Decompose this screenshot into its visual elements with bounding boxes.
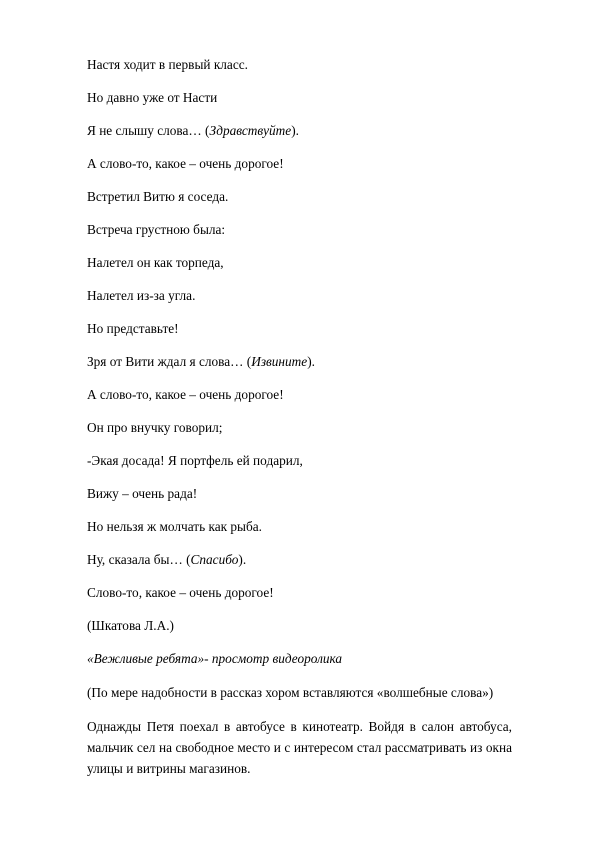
section-heading xyxy=(87,652,342,667)
poem-line-16-after: ). xyxy=(238,552,247,567)
poem-line-15: Но нельзя ж молчать как рыба. xyxy=(87,519,262,534)
poem-line-16-text: Ну, сказала бы… ( xyxy=(87,552,191,567)
section-heading-text: «Вежливые ребята»- просмотр видеоролика xyxy=(87,651,343,666)
poem-line-6: Встреча грустною была: xyxy=(87,222,226,237)
poem-line-9: Но представьте! xyxy=(87,321,179,336)
poem-line-12: Он про внучку говорил; xyxy=(87,420,223,435)
poem-line-8: Налетел из-за угла. xyxy=(87,288,196,303)
poem-line-10-italic: Извините xyxy=(251,354,308,369)
poem-line-11: А слово-то, какое – очень дорогое! xyxy=(87,387,284,402)
poem-line-4: А слово-то, какое – очень дорогое! xyxy=(87,156,284,171)
poem-line-3-after: ). xyxy=(291,123,299,138)
poem-line-5: Встретил Витю я соседа. xyxy=(87,189,229,204)
poem-line-14: Вижу – очень рада! xyxy=(87,486,198,501)
poem-line-16 xyxy=(87,553,246,568)
story-paragraph: Однажды Петя поехал в автобусе в кинотеатр. Войдя в салон автобуса, мальчик сел на свободное место и с интересом стал рассматривать из окна улицы и витрины магазинов. xyxy=(87,719,512,776)
poem-line-7: Налетел он как торпеда, xyxy=(87,255,224,270)
poem-line-1: Настя ходит в первый класс. xyxy=(87,57,248,72)
poem-line-10-text: Зря от Вити ждал я слова… ( xyxy=(87,354,252,369)
poem-line-10 xyxy=(87,355,315,370)
poem-line-17: Слово-то, какое – очень дорогое! xyxy=(87,585,274,600)
poem-line-10-after: ). xyxy=(307,354,315,369)
section-note: (По мере надобности в рассказ хором вставляются «волшебные слова») xyxy=(87,685,494,700)
poem-line-16-italic: Спасибо xyxy=(190,552,239,567)
poem-line-3-text: Я не слышу слова… ( xyxy=(87,123,210,138)
poem-line-2: Но давно уже от Насти xyxy=(87,90,218,105)
poem-line-13: -Экая досада! Я портфель ей подарил, xyxy=(87,453,303,468)
poem-author: (Шкатова Л.А.) xyxy=(87,618,174,633)
poem-line-3 xyxy=(87,124,299,139)
poem-line-3-italic: Здравствуйте xyxy=(209,123,292,138)
